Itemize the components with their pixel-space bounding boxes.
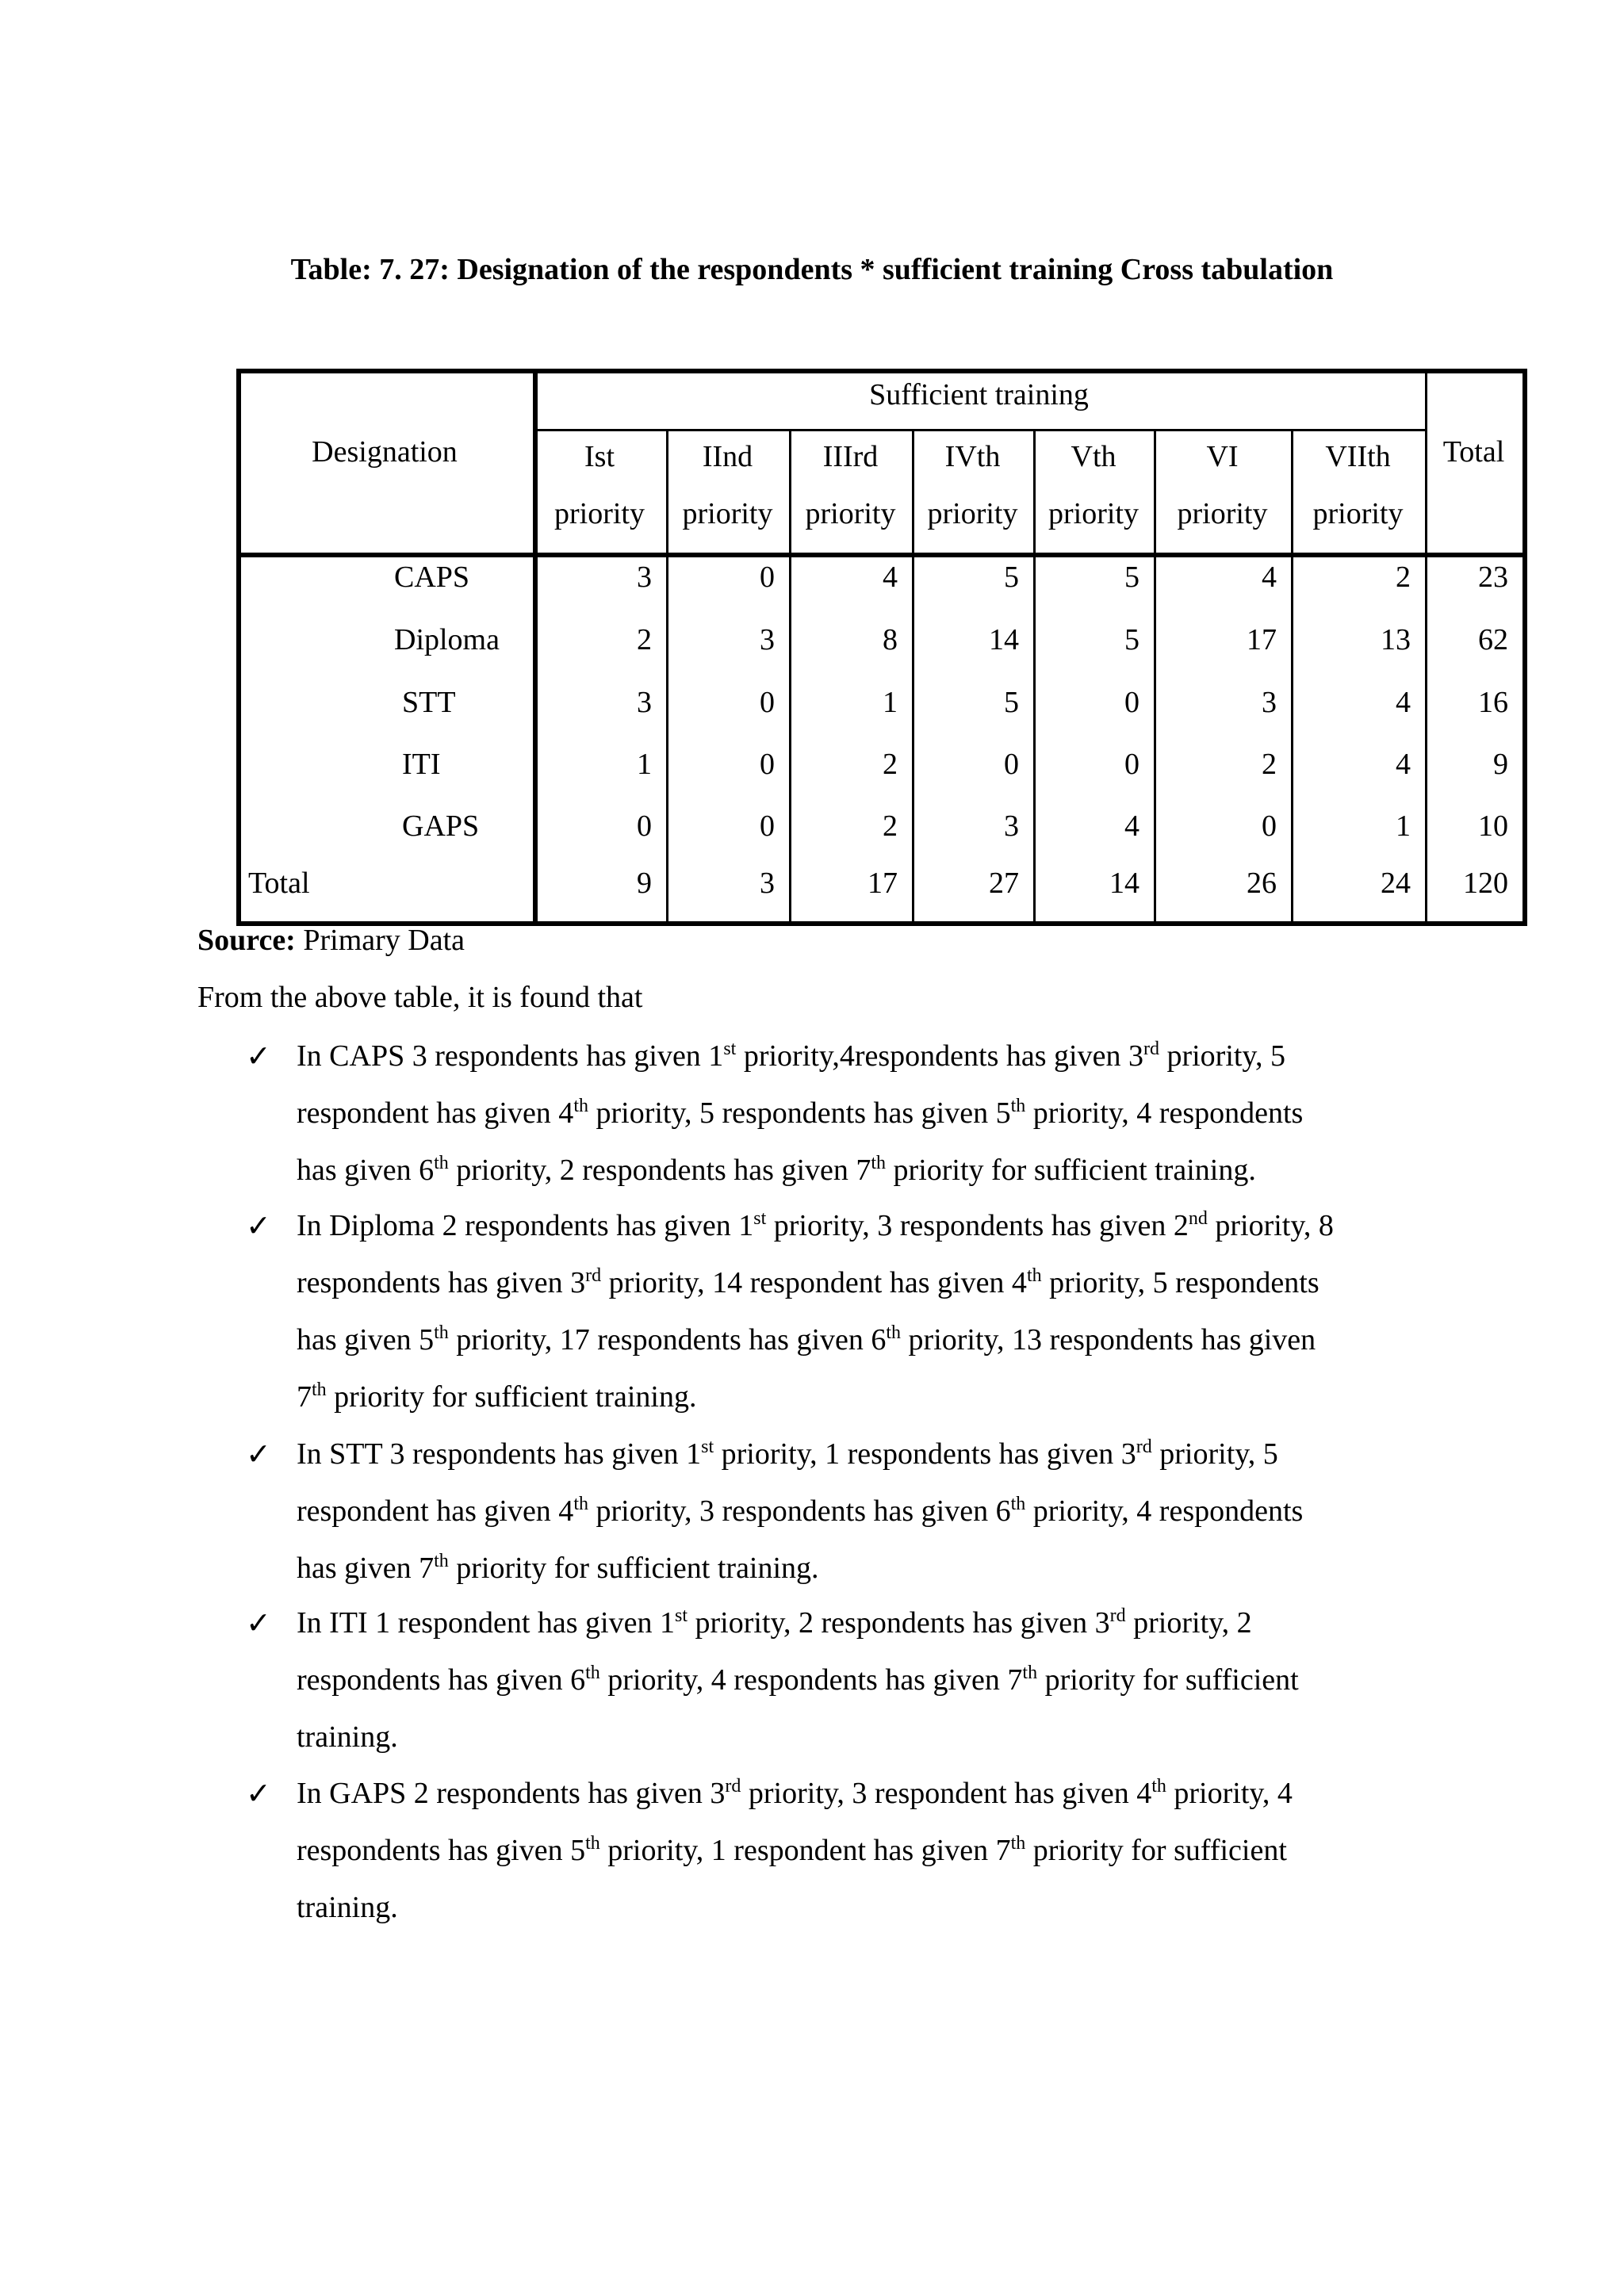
column-header: priority: [1177, 497, 1268, 530]
finding-text: priority, 5: [1151, 1437, 1278, 1471]
table-cell: 4: [1124, 809, 1139, 843]
row-total: 23: [1478, 561, 1508, 594]
column-header: priority: [805, 497, 896, 530]
table-cell: 0: [1124, 748, 1139, 781]
check-mark-icon: ✓: [246, 1040, 271, 1073]
header-separator: [236, 553, 1522, 557]
check-mark-icon: ✓: [246, 1210, 271, 1243]
finding-line: [297, 1833, 1287, 1868]
table-cell: 2: [883, 748, 898, 781]
ordinal-suffix: rd: [725, 1776, 741, 1797]
finding-text: priority, 1 respondent has given 7: [599, 1834, 1011, 1867]
finding-text: priority, 2: [1125, 1606, 1252, 1640]
finding-text: priority, 5 respondents: [1041, 1266, 1320, 1299]
table-cell: 1: [883, 686, 898, 719]
ordinal-suffix: th: [871, 1153, 887, 1173]
finding-line: [297, 1380, 696, 1414]
finding-text: 7: [297, 1380, 312, 1414]
check-mark-icon: ✓: [246, 1777, 271, 1811]
finding-text: training.: [297, 1891, 398, 1924]
ordinal-suffix: st: [753, 1208, 767, 1229]
finding-text: priority, 5: [1159, 1039, 1285, 1073]
ordinal-suffix: th: [434, 1153, 449, 1173]
finding-text: has given 7: [297, 1552, 435, 1585]
table-cell: 1: [1396, 809, 1411, 843]
table-cell: 27: [989, 867, 1019, 900]
ordinal-suffix: th: [1026, 1265, 1042, 1286]
finding-line: [297, 1039, 1285, 1073]
finding-text: priority, 2 respondents has given 7: [448, 1154, 871, 1187]
intro-text: From the above table, it is found that: [197, 981, 643, 1014]
column-header: priority: [1048, 497, 1139, 530]
finding-text: priority, 2 respondents has given 3: [688, 1606, 1110, 1640]
table-cell: 17: [1247, 623, 1277, 656]
column-header: priority: [1312, 497, 1404, 530]
table-cell: 3: [760, 623, 775, 656]
check-mark-icon: ✓: [246, 1438, 271, 1471]
table-cell: 2: [883, 809, 898, 843]
finding-line: [297, 1437, 1278, 1471]
table-cell: 5: [1004, 561, 1019, 594]
ordinal-suffix: th: [434, 1551, 449, 1571]
finding-line: [297, 1776, 1293, 1811]
finding-text: priority,4respondents has given 3: [736, 1039, 1143, 1073]
finding-text: priority for sufficient: [1037, 1663, 1299, 1697]
column-header: IInd: [702, 440, 753, 473]
grand-total: 120: [1463, 867, 1508, 900]
finding-text: training.: [297, 1720, 398, 1754]
total-row-label: Total: [248, 867, 310, 900]
table-cell: 9: [637, 867, 652, 900]
column-header: IIIrd: [822, 440, 879, 473]
finding-text: priority, 5 respondents has given 5: [588, 1096, 1011, 1130]
column-header: IVth: [944, 440, 1001, 473]
finding-text: priority, 4 respondents: [1025, 1494, 1304, 1528]
table-cell: 0: [1004, 748, 1019, 781]
table-cell: 8: [883, 623, 898, 656]
finding-text: priority for sufficient training.: [326, 1380, 697, 1414]
column-header: priority: [554, 497, 645, 530]
row-label: Diploma: [394, 623, 500, 656]
total-header-label: Total: [1442, 435, 1505, 469]
finding-line: [297, 1494, 1303, 1529]
finding-text: priority, 3 respondent has given 4: [741, 1777, 1152, 1810]
table-cell: 0: [760, 561, 775, 594]
table-cell: 0: [637, 809, 652, 843]
finding-line: [297, 1208, 1334, 1243]
ordinal-suffix: th: [1151, 1776, 1166, 1797]
finding-text: respondents has given 6: [297, 1663, 586, 1697]
table-cell: 4: [1396, 748, 1411, 781]
finding-text: In Diploma 2 respondents has given 1: [297, 1209, 754, 1242]
finding-text: respondents has given 3: [297, 1266, 586, 1299]
column-header: priority: [927, 497, 1018, 530]
finding-text: priority, 8: [1207, 1209, 1334, 1242]
finding-text: priority, 14 respondent has given 4: [601, 1266, 1027, 1299]
finding-text: priority, 4: [1166, 1777, 1293, 1810]
row-total: 62: [1478, 623, 1508, 656]
ordinal-suffix: th: [1010, 1096, 1026, 1116]
finding-line: [297, 1096, 1303, 1131]
finding-text: has given 6: [297, 1154, 435, 1187]
finding-text: priority, 3 respondents has given 2: [766, 1209, 1189, 1242]
table-cell: 4: [1262, 561, 1277, 594]
finding-text: In CAPS 3 respondents has given 1: [297, 1039, 724, 1073]
row-label: STT: [402, 686, 456, 719]
finding-text: priority for sufficient: [1025, 1834, 1287, 1867]
table-cell: 17: [868, 867, 898, 900]
table-cell: 3: [637, 561, 652, 594]
ordinal-suffix: th: [1022, 1663, 1038, 1683]
finding-line: [297, 1663, 1299, 1697]
finding-text: priority, 4 respondents: [1025, 1096, 1304, 1130]
table-cell: 0: [760, 686, 775, 719]
finding-text: priority, 13 respondents has given: [901, 1323, 1316, 1357]
finding-text: priority for sufficient training.: [448, 1552, 819, 1585]
ordinal-suffix: th: [573, 1494, 588, 1514]
finding-line: [297, 1720, 398, 1755]
ordinal-suffix: th: [434, 1322, 449, 1343]
row-header-label: Designation: [312, 435, 458, 469]
finding-text: priority for sufficient training.: [886, 1154, 1256, 1187]
finding-text: respondent has given 4: [297, 1096, 574, 1130]
ordinal-suffix: th: [886, 1322, 902, 1343]
finding-text: In STT 3 respondents has given 1: [297, 1437, 702, 1471]
table-cell: 3: [1262, 686, 1277, 719]
finding-line: [297, 1265, 1320, 1300]
ordinal-suffix: th: [573, 1096, 588, 1116]
table-cell: 4: [1396, 686, 1411, 719]
row-label: CAPS: [394, 561, 470, 594]
table-cell: 0: [760, 748, 775, 781]
ordinal-suffix: th: [585, 1833, 600, 1854]
source-text: Primary Data: [295, 924, 465, 957]
table-cell: 0: [1124, 686, 1139, 719]
table-cell: 1: [637, 748, 652, 781]
table-cell: 5: [1124, 623, 1139, 656]
row-total: 16: [1478, 686, 1508, 719]
ordinal-suffix: rd: [1109, 1605, 1126, 1626]
column-header: VIIth: [1325, 440, 1391, 473]
table-cell: 3: [1004, 809, 1019, 843]
ordinal-suffix: th: [1010, 1833, 1026, 1854]
finding-text: priority, 4 respondents has given 7: [599, 1663, 1023, 1697]
source-note: [197, 923, 465, 958]
finding-line: [297, 1890, 398, 1925]
ordinal-suffix: nd: [1188, 1208, 1208, 1229]
group-header-label: Sufficient training: [869, 378, 1089, 411]
source-label: Source:: [197, 924, 296, 957]
table-title: Table: 7. 27: Designation of the respondents * sufficient training Cross tabulation: [290, 253, 1334, 286]
ordinal-suffix: th: [1010, 1494, 1026, 1514]
ordinal-suffix: st: [675, 1605, 688, 1626]
table-cell: 0: [760, 809, 775, 843]
table-cell: 4: [883, 561, 898, 594]
ordinal-suffix: rd: [1143, 1039, 1159, 1059]
table-cell: 2: [1396, 561, 1411, 594]
check-mark-icon: ✓: [246, 1607, 271, 1640]
column-header: Ist: [584, 440, 615, 473]
row-total: 9: [1493, 748, 1508, 781]
finding-text: priority, 3 respondents has given 6: [588, 1494, 1011, 1528]
finding-text: In ITI 1 respondent has given 1: [297, 1606, 675, 1640]
finding-text: In GAPS 2 respondents has given 3: [297, 1777, 726, 1810]
ordinal-suffix: th: [312, 1380, 327, 1400]
finding-text: has given 5: [297, 1323, 435, 1357]
finding-text: respondent has given 4: [297, 1494, 574, 1528]
table-cell: 2: [637, 623, 652, 656]
table-cell: 3: [637, 686, 652, 719]
ordinal-suffix: st: [723, 1039, 737, 1059]
table-border-top: [236, 369, 1527, 373]
column-header: Vth: [1071, 440, 1116, 473]
table-cell: 24: [1381, 867, 1411, 900]
table-cell: 5: [1004, 686, 1019, 719]
finding-text: priority, 17 respondents has given 6: [448, 1323, 887, 1357]
ordinal-suffix: rd: [1136, 1437, 1152, 1457]
finding-line: [297, 1153, 1256, 1188]
column-header: priority: [682, 497, 773, 530]
row-label: ITI: [402, 748, 441, 781]
ordinal-suffix: th: [585, 1663, 600, 1683]
finding-text: priority, 1 respondents has given 3: [714, 1437, 1136, 1471]
ordinal-suffix: st: [701, 1437, 714, 1457]
table-cell: 14: [989, 623, 1019, 656]
table-cell: 0: [1262, 809, 1277, 843]
table-cell: 5: [1124, 561, 1139, 594]
table-cell: 26: [1247, 867, 1277, 900]
row-total: 10: [1478, 809, 1508, 843]
column-header: VI: [1206, 440, 1239, 473]
cross-tabulation-table: [0, 0, 1624, 951]
table-cell: 14: [1109, 867, 1139, 900]
ordinal-suffix: rd: [585, 1265, 602, 1286]
table-cell: 2: [1262, 748, 1277, 781]
finding-line: [297, 1551, 819, 1586]
finding-line: [297, 1605, 1252, 1640]
finding-line: [297, 1322, 1316, 1357]
table-border-right: [1522, 369, 1527, 926]
table-cell: 3: [760, 867, 775, 900]
row-label: GAPS: [402, 809, 480, 843]
finding-text: respondents has given 5: [297, 1834, 586, 1867]
table-cell: 13: [1381, 623, 1411, 656]
